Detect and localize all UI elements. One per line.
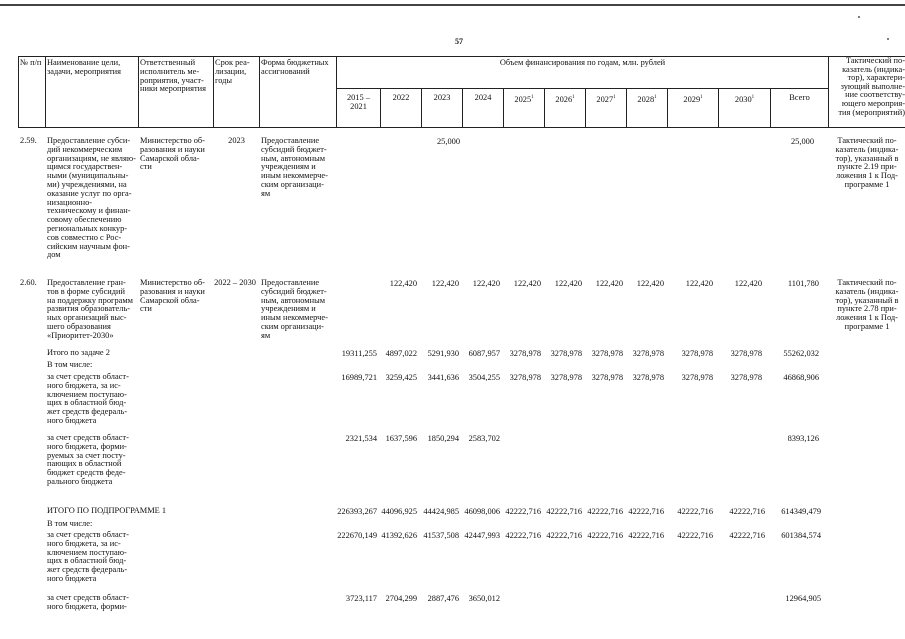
year-header: 2029$^1$ xyxy=(683,94,703,104)
total-value: 19311,255 xyxy=(341,349,377,358)
total-value: 42222,716 xyxy=(677,507,713,516)
total-value: 41392,626 xyxy=(381,531,417,540)
year-footnote-mark: 1 xyxy=(654,95,657,100)
year-header: 2023 xyxy=(433,93,451,102)
total-value: 42222,716 xyxy=(505,531,541,540)
row-term: 2023 xyxy=(228,136,245,145)
total-value: 3278,978 xyxy=(509,349,541,358)
total-value: 3278,978 xyxy=(509,373,541,382)
scan-speck xyxy=(887,38,889,40)
total-value: 3259,425 xyxy=(385,373,417,382)
subtotal-caption: В том числе: xyxy=(47,519,93,528)
subtotal-caption: В том числе: xyxy=(47,360,93,369)
year-header: 2027$^1$ xyxy=(596,94,616,104)
total-value: 6087,957 xyxy=(468,349,500,358)
row-value: 122,420 xyxy=(595,279,623,288)
row-form: Предоставление субсидий бюджет- ным, автономным учреждениям и иным некоммерче- ским организаци- ям xyxy=(261,136,328,198)
total-value: 42222,716 xyxy=(546,507,582,516)
total-value: 55262,032 xyxy=(783,349,819,358)
total-value: 222670,149 xyxy=(337,531,377,540)
total-label: за счет средств област- ного бюджета, за ис- ключением поступаю- щих в областной бюд- жет средств федераль- ного бюджета xyxy=(47,530,129,583)
header-col-form: Форма бюджетных ассигнований xyxy=(261,58,329,76)
year-header: 2024 xyxy=(474,93,492,102)
row-form: Предоставление субсидий бюджет- ным, автономным учреждениям и иным некоммерче- ским организаци- ям xyxy=(261,278,328,340)
total-value: 3278,978 xyxy=(730,349,762,358)
row-indicator: Тактический по- казатель (индика- тор), указанный в пункте 2.19 при- ложения 1 к Под- программе 1 xyxy=(835,136,899,189)
total-value: 12964,905 xyxy=(785,594,821,603)
year-footnote-mark: 1 xyxy=(572,95,575,100)
total-value: 42222,716 xyxy=(587,507,623,516)
total-value: 1637,596 xyxy=(385,434,417,443)
page-number: 57 xyxy=(455,37,463,46)
scan-speck xyxy=(858,16,860,18)
total-value: 42222,716 xyxy=(628,531,664,540)
total-value: 614349,479 xyxy=(781,507,821,516)
total-value: 44424,985 xyxy=(423,507,459,516)
header-col-term: Срок реа- лизации, годы xyxy=(215,58,250,85)
total-value: 3278,978 xyxy=(632,349,664,358)
row-value: 122,420 xyxy=(472,279,500,288)
row-value: 122,420 xyxy=(389,279,417,288)
row-name: Предоставление гран- тов в форме субсидий на поддержку программ развития образователь- ных организаций выс- шего образования «Приоритет-2030» xyxy=(47,278,133,340)
total-value: 3441,636 xyxy=(427,373,459,382)
total-value: 44096,925 xyxy=(381,507,417,516)
header-col-indicator: Тактический по- казатель (индика- тор), характери- зующий выполне- ние соответству- ющего мероприя- тия (мероприятий) xyxy=(838,56,905,117)
total-value: 2887,476 xyxy=(427,594,459,603)
total-value: 601384,574 xyxy=(781,531,821,540)
total-label: ИТОГО ПО ПОДПРОГРАММЕ 1 xyxy=(47,506,167,515)
total-value: 226393,267 xyxy=(337,507,377,516)
total-value: 2704,299 xyxy=(385,594,417,603)
total-value: 3650,012 xyxy=(468,594,500,603)
row-value-total: 25,000 xyxy=(790,137,814,146)
row-value: 122,420 xyxy=(734,279,762,288)
total-value: 2583,702 xyxy=(468,434,500,443)
row-number: 2.60. xyxy=(20,278,37,287)
row-name: Предоставление субси- дий некоммерческим организациям, не являю- щимся государствен- ными (муниципальны- ми) учреждениями, на оказание услуг по орга- низационно- техническому и финан- совому обеспечению региональных конкур- сов совместно с Рос- сийским научным фон- дом xyxy=(47,136,136,260)
total-value: 3278,978 xyxy=(681,373,713,382)
total-value: 3278,978 xyxy=(632,373,664,382)
total-value: 5291,930 xyxy=(427,349,459,358)
total-value: 42222,716 xyxy=(505,507,541,516)
total-value: 1850,294 xyxy=(427,434,459,443)
total-value: 42222,716 xyxy=(587,531,623,540)
year-header: Всего xyxy=(789,93,810,102)
total-label: за счет средств област- ного бюджета, форми- руемых за счет посту- пающих в областной бюджет средств феде- рального бюджета xyxy=(47,433,129,486)
total-value: 3504,255 xyxy=(468,373,500,382)
total-value: 42222,716 xyxy=(677,531,713,540)
total-value: 42447,993 xyxy=(464,531,500,540)
row-value: 122,420 xyxy=(685,279,713,288)
row-value: 122,420 xyxy=(636,279,664,288)
row-value: 122,420 xyxy=(554,279,582,288)
total-value: 8393,126 xyxy=(787,434,819,443)
total-value: 3278,978 xyxy=(681,349,713,358)
year-footnote-mark: 1 xyxy=(700,95,703,100)
row-value: 122,420 xyxy=(431,279,459,288)
year-header: 2015 – 2021 xyxy=(346,93,371,111)
row-executor: Министерство об- разования и науки Самарской обла- сти xyxy=(140,136,205,172)
total-value: 46098,006 xyxy=(464,507,500,516)
total-value: 42222,716 xyxy=(729,507,765,516)
total-value: 16989,721 xyxy=(341,373,377,382)
total-value: 42222,716 xyxy=(628,507,664,516)
header-col-finance: Объем финансирования по годам, млн. рублей xyxy=(499,58,666,67)
year-header: 2028$^1$ xyxy=(637,94,657,104)
total-value: 41537,508 xyxy=(423,531,459,540)
total-label: за счет средств област- ного бюджета, форми- xyxy=(47,593,129,611)
row-term: 2022 – 2030 xyxy=(214,278,256,287)
year-footnote-mark: 1 xyxy=(531,95,534,100)
top-border xyxy=(0,4,905,6)
total-value: 4897,022 xyxy=(385,349,417,358)
row-indicator: Тактический по- казатель (индика- тор), указанный в пункте 2.78 при- ложения 1 к Под- программе 1 xyxy=(835,278,899,331)
year-header: 2022 xyxy=(392,93,410,102)
header-col-no: № п/п xyxy=(20,58,42,67)
total-value: 3278,978 xyxy=(591,373,623,382)
total-value: 3278,978 xyxy=(550,349,582,358)
header-col-name: Наименование цели, задачи, мероприятия xyxy=(47,58,121,76)
total-label: Итого по задаче 2 xyxy=(47,348,110,357)
year-header: 2030$^1$ xyxy=(734,94,755,104)
year-header: 2026$^1$ xyxy=(555,94,575,104)
total-value: 3278,978 xyxy=(730,373,762,382)
total-label: за счет средств област- ного бюджета, за ис- ключением поступаю- щих в областной бюд- жет средств федераль- ного бюджета xyxy=(47,372,129,425)
year-footnote-mark: 1 xyxy=(613,95,616,100)
total-value: 3723,117 xyxy=(345,594,377,603)
total-value: 2321,534 xyxy=(345,434,377,443)
year-footnote-mark: 1 xyxy=(751,95,755,100)
row-number: 2.59. xyxy=(20,136,37,145)
total-value: 42222,716 xyxy=(546,531,582,540)
row-value: 122,420 xyxy=(513,279,541,288)
row-value-total: 1101,780 xyxy=(787,279,819,288)
row-executor: Министерство об- разования и науки Самарской обла- сти xyxy=(140,278,205,314)
total-value: 3278,978 xyxy=(550,373,582,382)
year-header: 2025$^1$ xyxy=(514,94,534,104)
total-value: 3278,978 xyxy=(591,349,623,358)
row-value: 25,000 xyxy=(436,137,460,146)
total-value: 42222,716 xyxy=(729,531,765,540)
total-value: 46868,906 xyxy=(783,373,819,382)
header-col-executor: Ответственный исполнитель ме- роприятия, участ- ники мероприятия xyxy=(140,58,206,94)
